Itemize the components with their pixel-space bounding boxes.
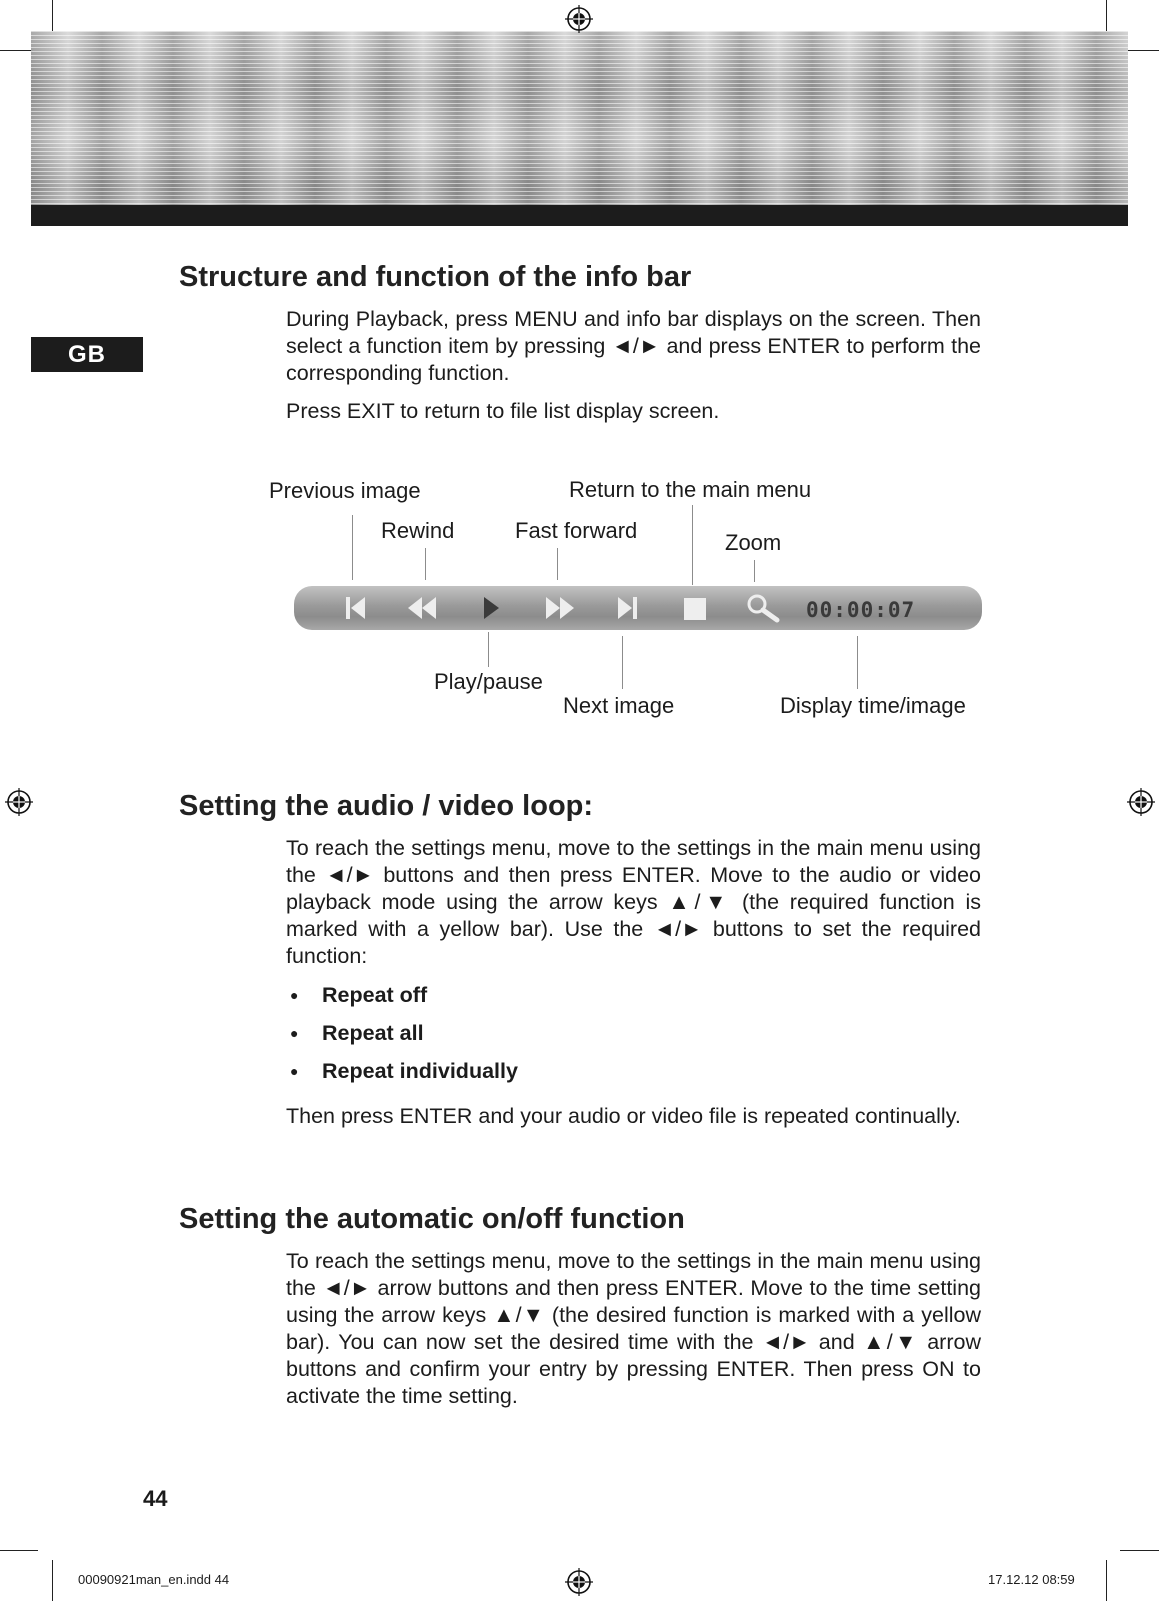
bullet-icon: ● [290, 1025, 299, 1041]
label-previous-image: Previous image [269, 478, 421, 503]
callout-line [857, 636, 858, 689]
rewind-icon [405, 594, 439, 622]
footer-file-name: 00090921man_en.indd 44 [78, 1572, 230, 1587]
header-black-bar [31, 205, 1128, 226]
crop-mark [52, 1560, 53, 1601]
callout-line [425, 548, 426, 580]
callout-line [557, 548, 558, 580]
stop-icon [682, 596, 708, 622]
option-label: Repeat individually [322, 1059, 518, 1083]
label-next-image: Next image [563, 693, 675, 718]
list-item [290, 1052, 518, 1090]
bullet-icon: ● [290, 987, 299, 1003]
play-icon [480, 594, 502, 622]
crop-mark [1106, 1560, 1107, 1601]
label-return-main-menu: Return to the main menu [569, 477, 812, 502]
registration-mark-icon [4, 787, 34, 817]
option-label: Repeat all [322, 1021, 424, 1045]
list-item [290, 1014, 518, 1052]
list-item [290, 976, 518, 1014]
zoom-icon [745, 592, 781, 624]
footer-date: 17.12.12 08:59 [988, 1572, 1075, 1587]
label-fast-forward: Fast forward [515, 518, 638, 543]
label-display-time: Display time/image [780, 693, 966, 718]
section-paragraph: Press EXIT to return to file list display screen. [286, 399, 720, 423]
repeat-options-list [290, 976, 518, 1090]
language-tab: GB [31, 337, 143, 372]
section-title-info-bar: Structure and function of the info bar [179, 261, 692, 293]
callout-line [622, 636, 623, 689]
section-title-auto-on-off: Setting the automatic on/off function [179, 1203, 685, 1235]
callout-line [488, 632, 489, 667]
crop-mark [0, 1550, 38, 1551]
section-paragraph: Then press ENTER and your audio or video file is repeated continually. [286, 1104, 961, 1128]
callout-line [754, 560, 755, 582]
registration-mark-icon [1126, 787, 1156, 817]
fast-forward-icon [543, 594, 577, 622]
label-rewind: Rewind [381, 518, 455, 543]
header-texture-band [31, 31, 1128, 226]
next-icon [614, 594, 640, 622]
section-title-audio-video-loop: Setting the audio / video loop: [179, 790, 594, 822]
callout-line [692, 505, 693, 585]
crop-mark [1120, 1550, 1159, 1551]
registration-mark-icon [564, 1567, 594, 1597]
section-paragraph: To reach the settings menu, move to the settings in the main menu using the ◄/► arrow buttons and then press ENTER. Move to the time setting using the arrow keys ▲/▼ (the desired function is marked with a yellow bar). You can now set the desired time with the ◄/► and ▲/▼ arrow buttons and confirm your entry by pressing ENTER. Then press ON to activate the time setting. [286, 1249, 981, 1408]
option-label: Repeat off [322, 983, 428, 1007]
page-number: 44 [143, 1486, 168, 1511]
section-paragraph: To reach the settings menu, move to the settings in the main menu using the ◄/► buttons and then press ENTER. Move to the audio or video playback mode using the arrow keys ▲/▼ (the required function is marked with a yellow bar). Use the ◄/► buttons to set the required function: [286, 836, 981, 968]
previous-icon [343, 594, 369, 622]
bullet-icon: ● [290, 1063, 299, 1079]
time-display: 00:00:07 [806, 598, 916, 622]
registration-mark-icon [564, 4, 594, 34]
label-zoom: Zoom [725, 530, 782, 555]
callout-line [352, 515, 353, 580]
label-play-pause: Play/pause [434, 669, 543, 694]
section-paragraph: During Playback, press MENU and info bar displays on the screen. Then select a function item by pressing ◄/► and press ENTER to perform the corresponding function. [286, 307, 981, 385]
